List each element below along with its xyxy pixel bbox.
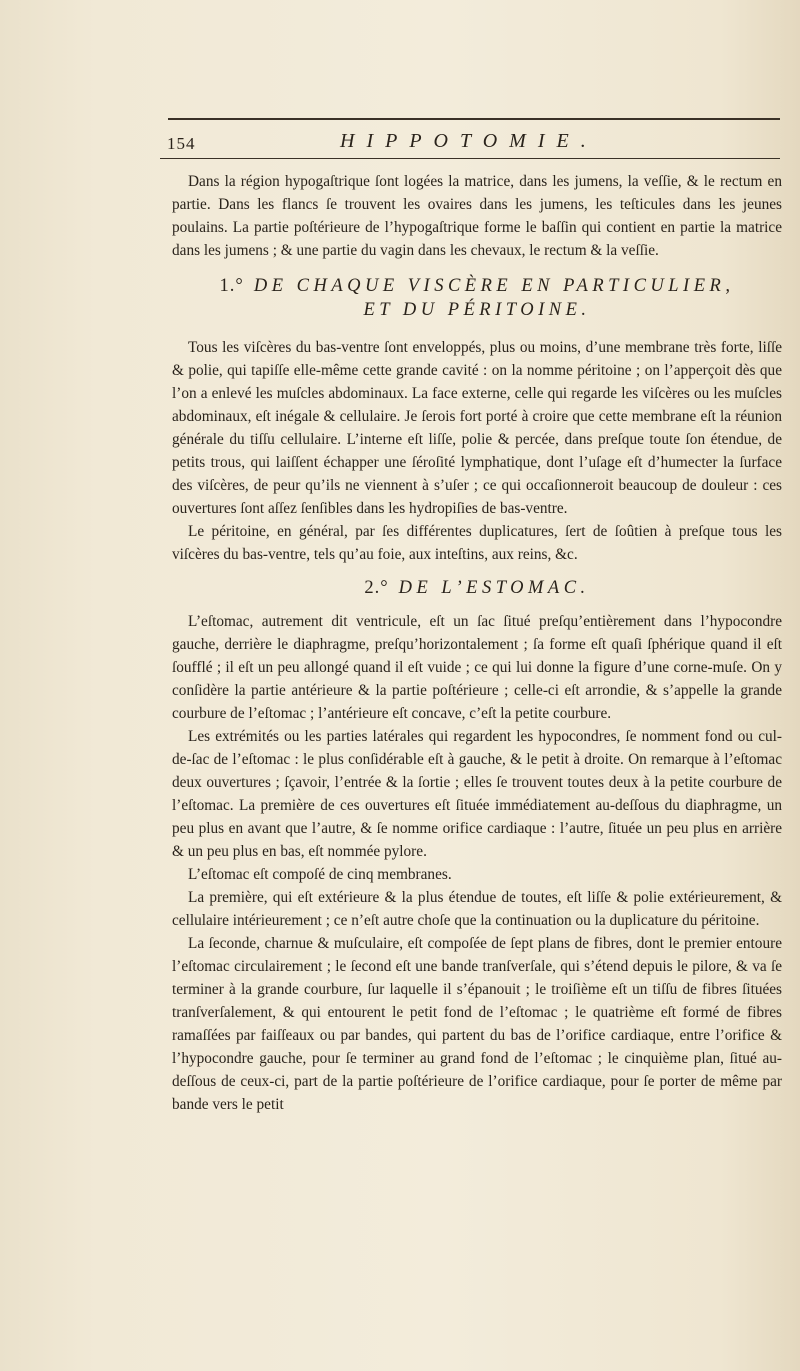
running-head: HIPPOTOMIE. bbox=[340, 130, 598, 152]
section-number: 2.° bbox=[364, 578, 389, 598]
paragraph: La première, qui eſt extérieure & la plus étendue de toutes, eſt liſſe & polie extérieurement, & cellulaire intérieurement ; ce n’eſt autre choſe que la continuation ou la duplicature du péritoine. bbox=[172, 889, 782, 929]
section-title-line-2: ET DU PÉRITOINE. bbox=[363, 300, 591, 320]
paragraph: Les extrémités ou les parties latérales qui regardent les hypocondres, ſe nomment fond ou cul-de-ſac de l’eſtomac : le plus conſidérable eſt à gauche, & le petit à droite. On remarque à l’eſtomac deux ouvertures ; ſçavoir, l’entrée & la ſortie ; elles ſe trouvent toutes deux à la petite courbure de l’eſtomac. La première de ces ouvertures eſt ſituée immédiatement au-deſſous du diaphragme, un peu plus en avant que l’autre, & ſe nomme orifice cardiaque : l’autre, ſituée un peu plus en arrière & un peu plus en bas, eſt nommée pylore. bbox=[172, 728, 782, 860]
paragraph: La ſeconde, charnue & muſculaire, eſt compoſée de ſept plans de fibres, dont le premier entoure l’eſtomac circulairement ; le ſecond eſt une bande tranſverſale, qui s’étend depuis le pilore, & va ſe terminer à la grande courbure, ſur laquelle il s’épanouit ; le troiſième eſt un tiſſu de fibres ſituées tranſverſalement, & qui entourent le petit fond de l’eſtomac ; le quatrième eſt formé de fibres ramaſſées par faiſſeaux ou par bandes, qui partent du bas de l’orifice cardiaque, entre l’orifice & l’hypocondre gauche, pour ſe terminer au grand fond de l’eſtomac ; le cinquième plan, ſitué au-deſſous de ceux-ci, part de la partie poſtérieure de l’orifice cardiaque, pour ſe porter de même par bande vers le petit bbox=[172, 935, 782, 1113]
section-title-line-1: DE CHAQUE VISCÈRE EN PARTICULIER, bbox=[253, 276, 735, 296]
paragraph: L’eſtomac, autrement dit ventricule, eſt un ſac ſitué preſqu’entièrement dans l’hypocondre gauche, derrière le diaphragme, preſqu’horizontalement ; ſa forme eſt quaſi ſphérique quand il eſt ſoufflé ; il eſt un peu allongé quand il eſt vuide ; ce qui lui donne la figure d’une corne-muſe. On y conſidère la partie antérieure & la partie poſtérieure ; celle-ci eſt arrondie, & s’appelle la grande courbure de l’eſtomac ; l’antérieure eſt concave, c’eſt la petite courbure. bbox=[172, 613, 782, 722]
section-heading-estomac bbox=[172, 576, 782, 600]
paragraph: Le péritoine, en général, par ſes différentes duplicatures, ſert de ſoûtien à preſque tous les viſcères du bas-ventre, tels qu’au foie, aux inteſtins, aux reins, &c. bbox=[172, 523, 782, 563]
header-rule-top bbox=[168, 118, 780, 120]
paragraph: Tous les viſcères du bas-ventre ſont enveloppés, plus ou moins, d’une membrane très forte, liſſe & polie, qui tapiſſe elle-même cette grande cavité : on la nomme péritoine ; on l’apperçoit dès que l’on a enlevé les muſcles abdominaux. La face externe, celle qui regarde les viſcères ou les muſcles abdominaux, eſt inégale & cellulaire. Je ſerois fort porté à croire que cette membrane eſt la réunion générale du tiſſu cellulaire. L’interne eſt liſſe, polie & percée, dans preſque toute ſon étendue, de petits trous, qui laiſſent échapper une ſéroſité lymphatique, dont l’uſage eſt d’humecter la ſurface des viſcères, de peur qu’ils ne viennent à s’uſer ; ce qui occaſionneroit beaucoup de douleur : ces ouvertures ſont aſſez ſenſibles dans les hydropiſies de bas-ventre. bbox=[172, 339, 782, 517]
body-text bbox=[172, 170, 782, 1116]
paragraph: L’eſtomac eſt compoſé de cinq membranes. bbox=[188, 866, 452, 883]
page-number: 154 bbox=[167, 134, 196, 153]
section-title: DE L’ESTOMAC. bbox=[398, 578, 590, 598]
section-heading-peritoine bbox=[172, 274, 782, 322]
paragraph-intro: Dans la région hypogaſtrique ſont logées la matrice, dans les jumens, la veſſie, & le rectum en partie. Dans les flancs ſe trouvent les ovaires dans les jumens, les teſticules dans les jeunes poulains. La partie poſtérieure de l’hypogaſtrique forme le baſſin qui contient en partie la matrice dans les jumens ; & une partie du vagin dans les chevaux, le rectum & la veſſie. bbox=[172, 173, 782, 259]
header-rule-bottom bbox=[160, 158, 780, 159]
section-number: 1.° bbox=[219, 276, 244, 296]
